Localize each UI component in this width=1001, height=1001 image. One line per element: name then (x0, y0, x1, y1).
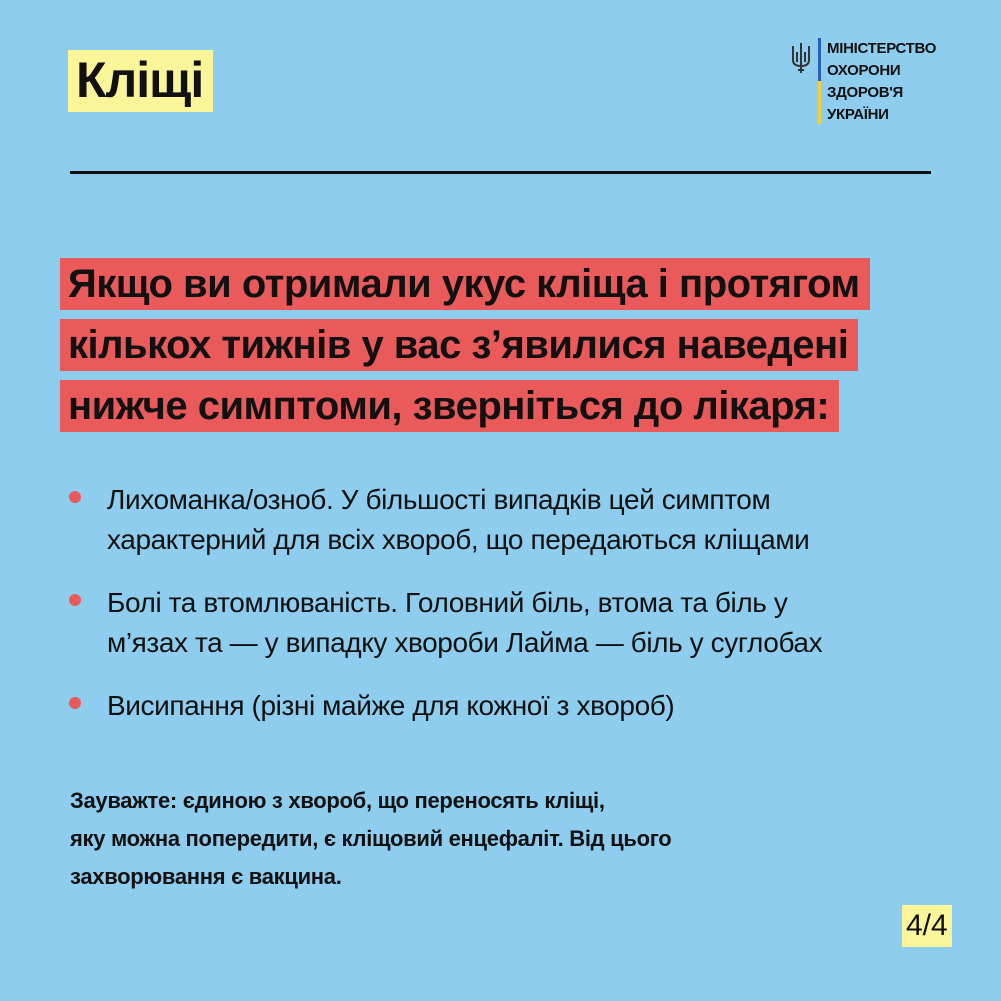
note-line: яку можна попередити, є кліщовий енцефаліт. Від цього (70, 826, 672, 851)
ministry-name-line: ЗДОРОВ'Я (827, 84, 904, 101)
list-item (64, 583, 964, 663)
ministry-name-line: МІНІСТЕРСТВО (827, 40, 937, 57)
trident-icon (790, 42, 812, 74)
bullet-icon (69, 594, 81, 606)
list-item (64, 686, 964, 726)
list-item-text: характерний для всіх хвороб, що передаються кліщами (107, 524, 810, 555)
ministry-name-line: ОХОРОНИ (827, 62, 901, 79)
list-item (64, 480, 964, 560)
symptom-list (64, 480, 964, 749)
header-divider (70, 171, 931, 174)
headline-line: кількох тижнів у вас з’явилися наведені (60, 319, 858, 371)
bullet-icon (69, 491, 81, 503)
list-item-text: Болі та втомлюваність. Головний біль, втома та біль у (107, 587, 788, 618)
ministry-logo (790, 38, 936, 126)
headline-line: Якщо ви отримали укус кліща і протягом (60, 258, 870, 310)
note-line: захворювання є вакцина. (70, 864, 342, 889)
flag-bar (818, 38, 821, 124)
page-title: Кліщі (68, 50, 213, 112)
headline (60, 258, 940, 441)
note-line: Зауважте: єдиною з хвороб, що переносять кліщі, (70, 788, 605, 813)
note (70, 782, 850, 896)
ministry-name (827, 38, 936, 126)
page-indicator: 4/4 (902, 905, 952, 947)
ministry-name-line: УКРАЇНИ (827, 106, 889, 123)
headline-line: нижче симптоми, зверніться до лікаря: (60, 380, 839, 432)
bullet-icon (69, 697, 81, 709)
list-item-text: м’язах та — у випадку хвороби Лайма — біль у суглобах (107, 627, 823, 658)
list-item-text: Висипання (різні майже для кожної з хвороб) (107, 690, 675, 721)
list-item-text: Лихоманка/озноб. У більшості випадків цей симптом (107, 484, 771, 515)
